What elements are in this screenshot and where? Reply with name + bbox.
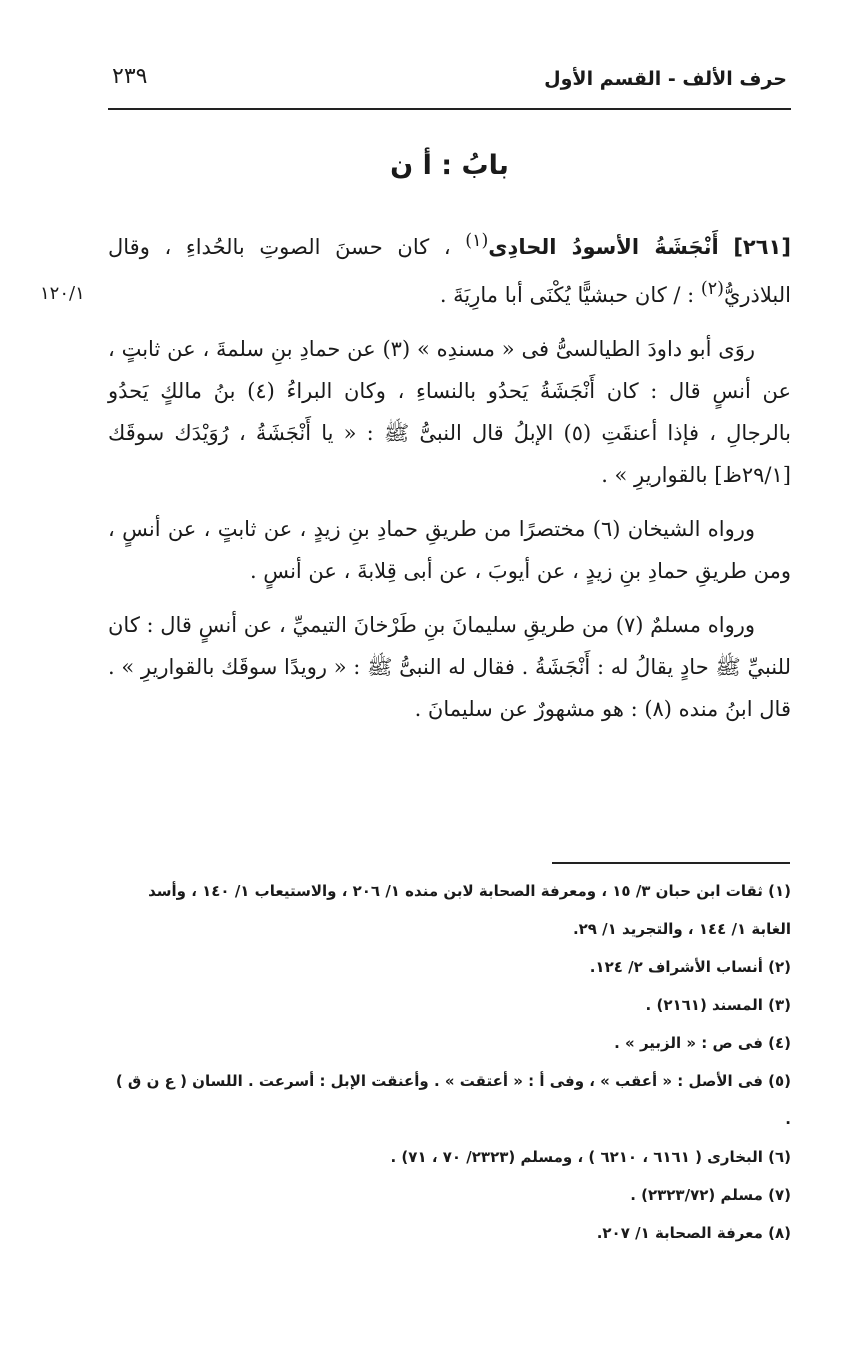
footnote: (٣) المسند (٢١٦١) . — [645, 996, 791, 1014]
footnote: (٢) أنساب الأشراف ٢/ ١٢٤. — [589, 958, 791, 976]
entry-text: ، كان حسنَ الصوتِ بالحُداءِ ، وقال البلاذريُّ — [108, 235, 791, 307]
footnote-ref: (٢) — [700, 279, 724, 299]
header-title: حرف الألف - القسم الأول — [544, 68, 787, 90]
entry-paragraph — [108, 220, 791, 316]
body-paragraph: ورواه الشيخان (٦) مختصرًا من طريقِ حمادِ بنِ زيدٍ ، عن ثابتٍ ، عن أنسٍ ، ومن طريقِ حمادِ بنِ زيدٍ ، عن أيوبَ ، عن أبى قِلابةَ ، عن أنسٍ . — [108, 517, 791, 583]
margin-note: ١٢٠/١ — [40, 283, 85, 304]
footnote-rule — [552, 862, 790, 864]
entry-name: أَنْجَشَةُ الأسودُ الحادِى — [488, 235, 719, 259]
entry-text: : / كان حبشيًّا يُكْنَى أبا مارِيَةَ . — [439, 283, 701, 307]
footnote: (٤) فى ص : « الزبير » . — [614, 1034, 791, 1052]
footnote: (٦) البخارى ( ٦١٦١ ، ٦٢١٠ ) ، ومسلم (٢٣٢٣/ ٧٠ ، ٧١) . — [390, 1148, 791, 1166]
footnote: (٧) مسلم (٢٣٢٣/٧٢) . — [630, 1186, 791, 1204]
body-paragraph: ورواه مسلمٌ (٧) من طريقِ سليمانَ بنِ طَرْخانَ التيميِّ ، عن أنسٍ قال : كان للنبيِّ ﷺ حادٍ يقالُ له : أَنْجَشَةُ . فقال له النبىُّ ﷺ : « رويدًا سوقَك بالقواريرِ » . قال ابنُ منده (٨) : هو مشهورٌ عن سليمانَ . — [108, 613, 791, 721]
footnote: (٥) فى الأصل : « أعقب » ، وفى أ : « أعتقت » . وأعنقت الإبل : أسرعت . اللسان ( ع ن ق ) . — [115, 1072, 791, 1128]
footnote: (١) ثقات ابن حبان ٣/ ١٥ ، ومعرفة الصحابة لابن منده ١/ ٢٠٦ ، والاستيعاب ١/ ١٤٠ ، وأسد الغابة ١/ ١٤٤ ، والتجريد ١/ ٢٩. — [148, 882, 791, 938]
page-number: ٢٣٩ — [112, 64, 148, 89]
footnote: (٨) معرفة الصحابة ١/ ٢٠٧. — [596, 1224, 791, 1242]
running-header — [108, 62, 791, 106]
entry-number: [٢٦١] — [733, 235, 791, 259]
chapter-title: بابُ : أ ن — [390, 150, 509, 181]
footnote-ref: (١) — [465, 231, 489, 251]
header-rule — [108, 108, 791, 110]
main-text — [108, 220, 791, 742]
footnotes — [108, 872, 791, 1252]
body-paragraph: روَى أبو داودَ الطيالسىُّ فى « مسندِه » (٣) عن حمادِ بنِ سلمةَ ، عن ثابتٍ ، عن أنسٍ قال : كان أَنْجَشَةُ يَحدُو بالنساءِ ، وكان البراءُ (٤) بنُ مالكٍ يَحدُو بالرجالِ ، فإذا أعنقَتِ (٥) الإبلُ قال النبىُّ ﷺ : « يا أَنْجَشَةُ ، رُوَيْدَك سوقَك [٢٩/١ظ] بالقواريرِ » . — [108, 337, 792, 487]
